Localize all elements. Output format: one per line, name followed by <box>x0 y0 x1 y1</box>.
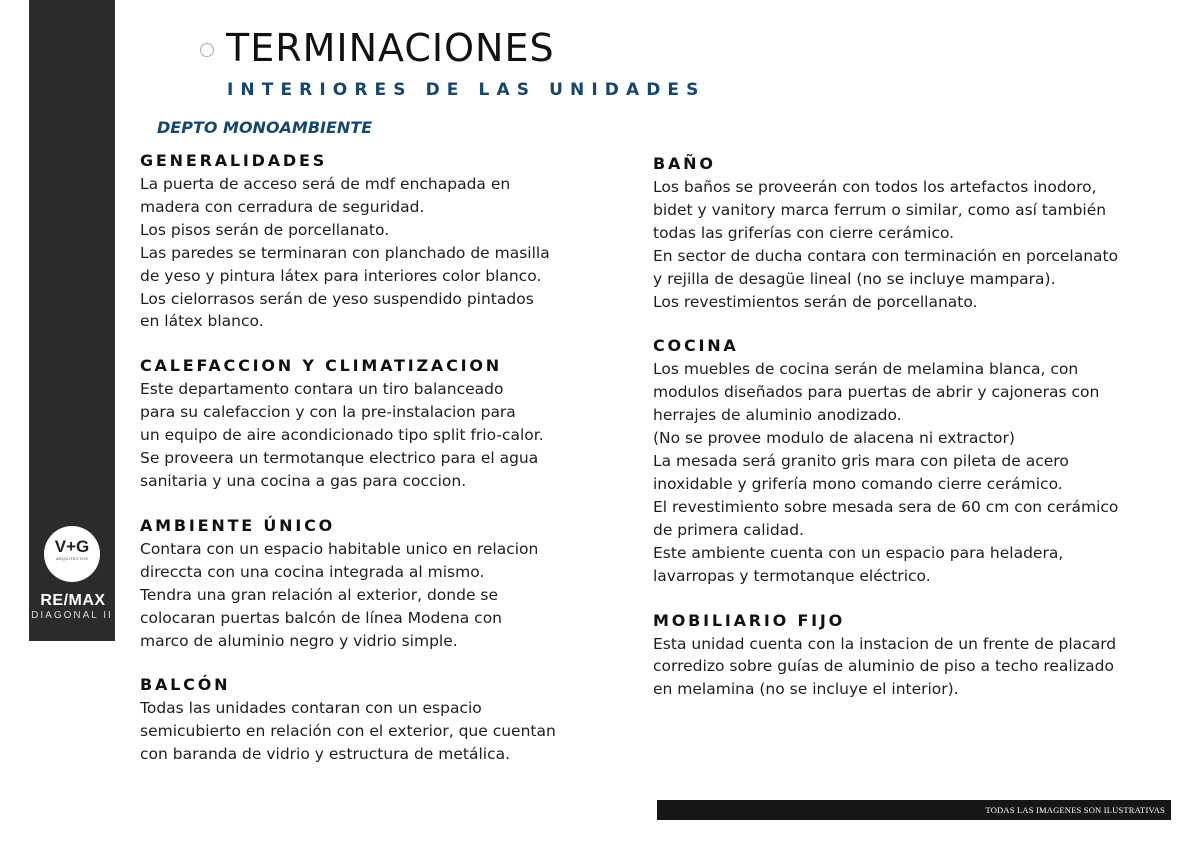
section-text-line: marco de aluminio negro y vidrio simple. <box>140 631 458 650</box>
spec-section <box>140 515 660 653</box>
section-text-line: Se proveera un termotanque electrico para el agua <box>140 449 539 468</box>
section-title: MOBILIARIO FIJO <box>653 610 846 630</box>
spec-section <box>140 150 660 333</box>
vg-logo-subtext: ARQUITECTOS <box>55 556 89 561</box>
section-text-line: (No se provee modulo de alacena ni extractor) <box>653 429 1015 448</box>
footer-disclaimer: TODAS LAS IMAGENES SON ILUSTRATIVAS <box>657 800 1171 820</box>
section-text-line: Tendra una gran relación al exterior, donde se <box>140 585 499 604</box>
section-text-line: La puerta de acceso será de mdf enchapada en <box>140 175 511 193</box>
section-text-line: de yeso y pintura látex para interiores color blanco. <box>140 266 542 285</box>
section-text-line: En sector de ducha contara con terminación en porcelanato <box>653 246 1119 265</box>
spec-section <box>653 335 1173 587</box>
section-text-line: de primera calidad. <box>653 520 804 539</box>
section-text-line: Los cielorrasos serán de yeso suspendido pintados <box>140 289 534 308</box>
section-text-line: Todas las unidades contaran con un espacio <box>140 699 482 718</box>
vg-arquitectos-logo <box>44 526 100 582</box>
section-title: AMBIENTE ÚNICO <box>140 515 336 535</box>
section-text-line: para su calefaccion y con la pre-instalacion para <box>140 403 516 422</box>
section-text-line: semicubierto en relación con el exterior, que cuentan <box>140 722 556 741</box>
section-text-line: inoxidable y grifería mono comando cierre cerámico. <box>653 474 1063 493</box>
section-text-line: bidet y vanitory marca ferrum o similar, como así también <box>653 200 1107 219</box>
remax-logo: RE/MAX <box>40 592 106 609</box>
section-text-line: con baranda de vidrio y estructura de metálica. <box>140 745 511 764</box>
section-text-line: Este departamento contara un tiro balanceado <box>140 380 504 399</box>
sidebar-brand-strip <box>29 0 115 641</box>
section-text-line: colocaran puertas balcón de línea Modena con <box>140 608 502 627</box>
section-text-line: madera con cerradura de seguridad. <box>140 197 425 216</box>
section-text-line: sanitaria y una cocina a gas para coccion. <box>140 471 467 490</box>
section-text-line: lavarropas y termotanque eléctrico. <box>653 566 931 585</box>
section-text-line: Los revestimientos serán de porcellanato. <box>653 292 978 311</box>
circle-bullet-icon <box>200 43 214 57</box>
section-text-line: todas las griferías con cierre cerámico. <box>653 223 955 242</box>
section-text-line: Los muebles de cocina serán de melamina blanca, con <box>653 360 1079 379</box>
unit-type-heading: DEPTO MONOAMBIENTE <box>157 118 373 137</box>
remax-office-name: DIAGONAL II <box>31 610 113 621</box>
page-subtitle: INTERIORES DE LAS UNIDADES <box>227 80 706 100</box>
section-text-line: un equipo de aire acondicionado tipo split frio-calor. <box>140 426 544 445</box>
spec-section <box>653 153 1173 313</box>
section-text-line: Esta unidad cuenta con la instacion de un frente de placard <box>653 634 1117 653</box>
section-text-line: herrajes de aluminio anodizado. <box>653 406 902 425</box>
left-column <box>140 150 660 788</box>
right-column <box>653 153 1173 723</box>
section-text-line: Este ambiente cuenta con un espacio para heladera, <box>653 543 1064 562</box>
section-text-line: y rejilla de desagüe lineal (no se incluye mampara). <box>653 269 1056 288</box>
spec-section <box>653 610 1173 702</box>
section-title: GENERALIDADES <box>140 151 328 170</box>
section-text-line: Los baños se proveerán con todos los artefactos inodoro, <box>653 178 1097 196</box>
page-title: TERMINACIONES <box>226 26 555 70</box>
section-text-line: en melamina (no se incluye el interior). <box>653 680 959 699</box>
section-text-line: modulos diseñados para puertas de abrir y cajoneras con <box>653 383 1100 402</box>
section-text-line: La mesada será granito gris mara con pileta de acero <box>653 452 1069 471</box>
section-text-line: El revestimiento sobre mesada sera de 60 cm con cerámico <box>653 497 1119 516</box>
section-title: CALEFACCION Y CLIMATIZACION <box>140 356 502 376</box>
section-text-line: Las paredes se terminaran con planchado de masilla <box>140 243 550 262</box>
section-title: BAÑO <box>653 154 716 173</box>
section-text-line: corredizo sobre guías de aluminio de piso a techo realizado <box>653 657 1114 676</box>
section-text-line: Los pisos serán de porcellanato. <box>140 220 390 239</box>
section-text-line: Contara con un espacio habitable unico en relacion <box>140 539 539 558</box>
spec-section <box>140 674 660 766</box>
section-text-line: en látex blanco. <box>140 312 264 331</box>
section-text-line: direccta con una cocina integrada al mismo. <box>140 562 485 581</box>
spec-section <box>140 355 660 493</box>
section-title: BALCÓN <box>140 675 231 695</box>
section-title: COCINA <box>653 336 739 356</box>
vg-logo-text: V+G <box>54 537 90 556</box>
